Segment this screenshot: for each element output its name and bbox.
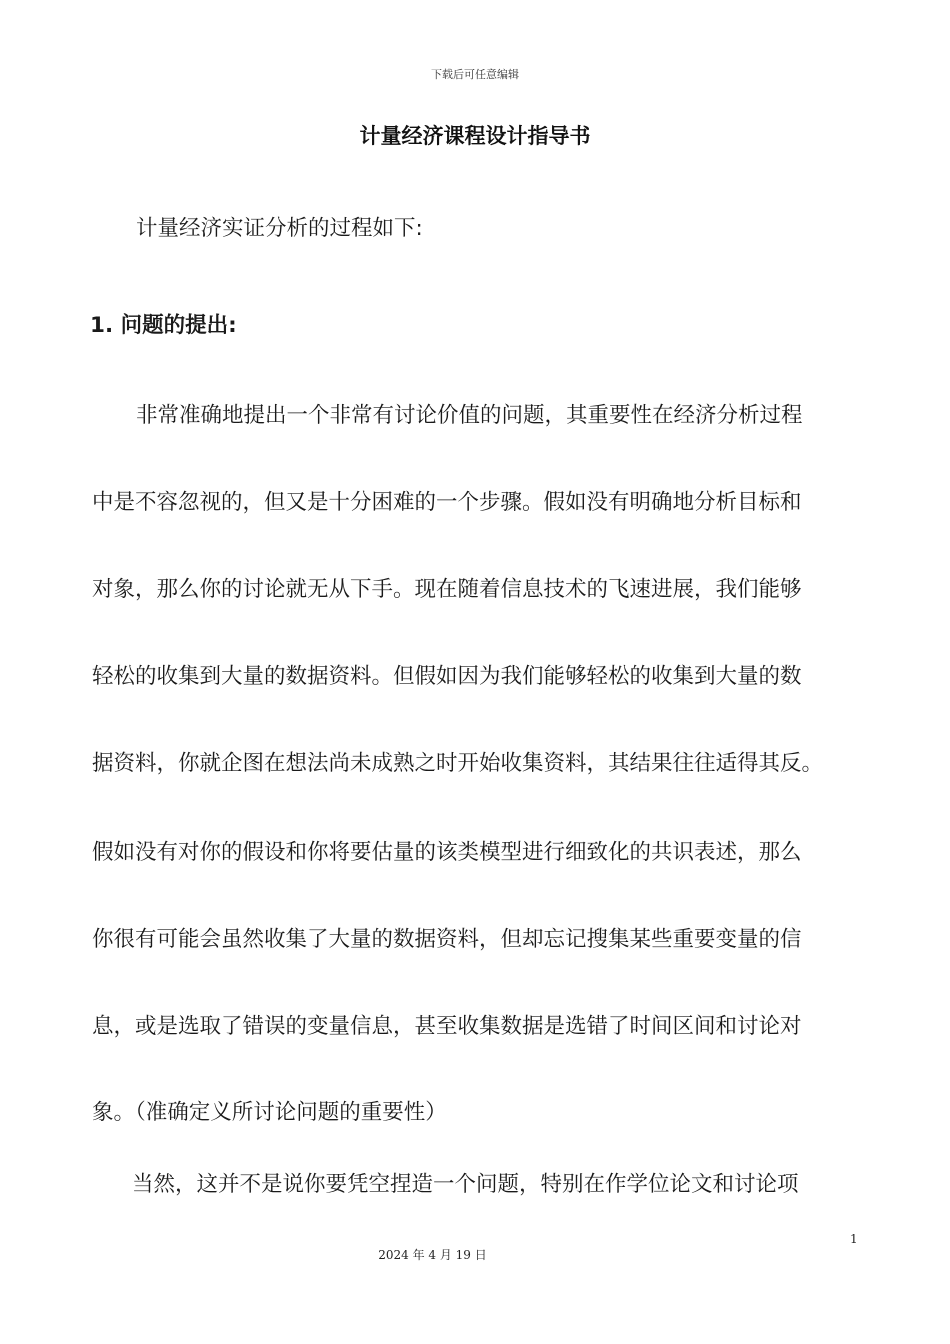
footer-date: 2024 年 4 月 19 日 <box>378 1248 487 1262</box>
paragraph-line: 当然，这并不是说你要凭空捏造一个问题，特别在作学位论文和讨论项 <box>132 1172 799 1197</box>
paragraph-line: 非常准确地提出一个非常有讨论价值的问题，其重要性在经济分析过程 <box>136 403 803 428</box>
paragraph-line: 据资料，你就企图在想法尚未成熟之时开始收集资料，其结果往往适得其反。 <box>92 751 824 776</box>
header-note: 下载后可任意编辑 <box>431 68 519 81</box>
paragraph-line: 中是不容忽视的，但又是十分困难的一个步骤。假如没有明确地分析目标和 <box>92 490 802 515</box>
paragraph-line: 轻松的收集到大量的数据资料。但假如因为我们能够轻松的收集到大量的数 <box>92 664 802 689</box>
section-heading: 1. 问题的提出: <box>90 313 237 338</box>
paragraph-line: 息，或是选取了错误的变量信息，甚至收集数据是选错了时间区间和讨论对 <box>92 1014 802 1039</box>
document-title: 计量经济课程设计指导书 <box>359 124 591 148</box>
paragraph-line: 对象，那么你的讨论就无从下手。现在随着信息技术的飞速进展，我们能够 <box>92 577 802 602</box>
paragraph-line: 假如没有对你的假设和你将要估量的该类模型进行细致化的共识表述，那么 <box>92 840 802 865</box>
page-number: 1 <box>850 1232 858 1246</box>
intro-line: 计量经济实证分析的过程如下: <box>136 216 423 241</box>
paragraph-line: 象。（准确定义所讨论问题的重要性） <box>92 1100 447 1125</box>
paragraph-line: 你很有可能会虽然收集了大量的数据资料，但却忘记搜集某些重要变量的信 <box>92 927 802 952</box>
